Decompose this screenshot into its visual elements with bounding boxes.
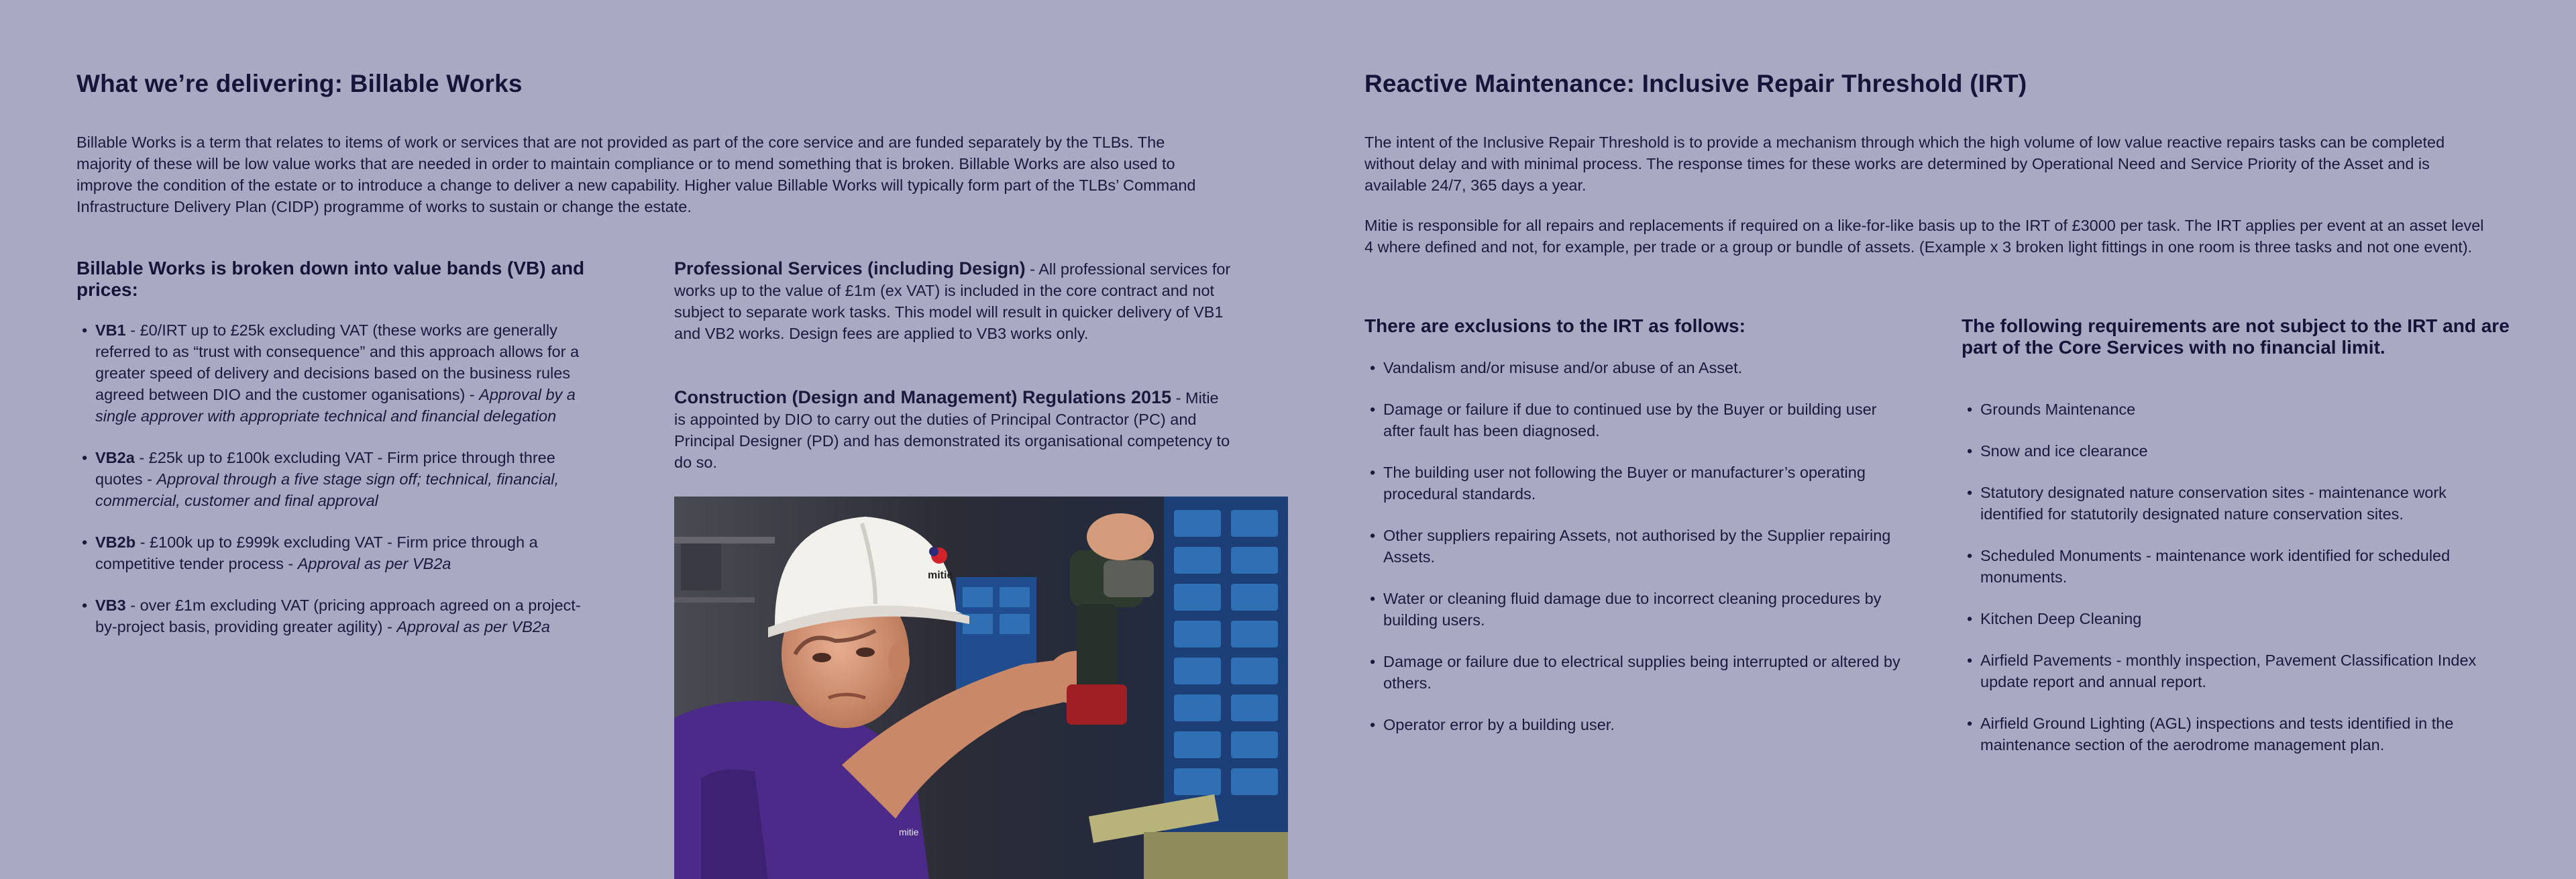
band-approval-note: Approval through a five stage sign off; technical, financial, commercial, customer and final approval xyxy=(95,470,559,509)
band-text: - £0/IRT up to £25k excluding VAT (these works are generally referred to as “trust with consequence” and this approach allows for a greater speed of delivery and decisions based on the business rules agreed between DIO and the customer oganisations) - xyxy=(95,321,580,403)
band-code: VB1 xyxy=(95,321,126,339)
list-item: • Scheduled Monuments - maintenance work identified for scheduled monuments. xyxy=(1962,545,2491,588)
exclusions-heading: There are exclusions to the IRT as follows: xyxy=(1364,315,1746,336)
list-item: • Airfield Pavements - monthly inspection, Pavement Classification Index update report and annual report. xyxy=(1962,650,2491,692)
requirements-heading: The following requirements are not subject to the IRT and are part of the Core Services with no financial limit. xyxy=(1962,315,2510,358)
list-item: • Grounds Maintenance xyxy=(1962,399,2491,420)
band-text: - £25k up to £100k excluding VAT - Firm price through three quotes - xyxy=(95,449,555,488)
cdm-regulations-text: - Mitie is appointed by DIO to carry out the duties of Principal Contractor (PC) and Principal Designer (PD) and has demonstrated its organisational competency to do so. xyxy=(674,389,1230,471)
billable-works-intro: Billable Works is a term that relates to items of work or services that are not provided as part of the core service and are funded separately by the TLBs. The majority of these will be low value works that are needed in order to maintain compliance or to mend something that is broken. Billable Works are also used to improve the condition of the estate or to introduce a change to deliver a new capability. Higher value Billable Works will typically form part of the TLBs’ Command Infrastructure Delivery Plan (CIDP) programme of works to sustain or change the estate. xyxy=(76,134,1196,215)
list-item: • Water or cleaning fluid damage due to incorrect cleaning procedures by building users. xyxy=(1364,588,1901,631)
billable-works-title: What we’re delivering: Billable Works xyxy=(76,70,523,97)
list-item: • Snow and ice clearance xyxy=(1962,440,2491,462)
cdm-regulations-heading: Construction (Design and Management) Regulations 2015 xyxy=(674,387,1172,407)
irt-intro-2: Mitie is responsible for all repairs and replacements if required on a like-for-like basis up to the IRT of £3000 per task. The IRT applies per event at an asset level 4 where defined and not, for example, per trade or a group or bundle of assets. (Example x 3 broken light fittings in one room is three tasks and not one event). xyxy=(1364,217,2484,256)
band-text: - over £1m excluding VAT (pricing approach agreed on a project-by-project basis, providing greater agility) - xyxy=(95,597,581,635)
list-item: • Operator error by a building user. xyxy=(1364,714,1901,735)
exclusions-list xyxy=(1364,357,1901,756)
band-approval-note: Approval as per VB2a xyxy=(396,618,550,635)
worker-drilling-illustration xyxy=(674,497,1288,879)
value-bands-list xyxy=(76,319,593,658)
cdm-regulations-paragraph xyxy=(674,386,1231,473)
list-item: • Other suppliers repairing Assets, not authorised by the Supplier repairing Assets. xyxy=(1364,525,1901,568)
professional-services-heading: Professional Services (including Design) xyxy=(674,258,1026,278)
list-item xyxy=(76,531,593,574)
band-text: - £100k up to £999k excluding VAT - Firm price through a competitive tender process - xyxy=(95,533,538,572)
professional-services-text: - All professional services for works up to the value of £1m (ex VAT) is included in the core contract and not subject to separate work tasks. This model will result in quicker delivery of VB1 and VB2 works. Design fees are applied to VB3 works only. xyxy=(674,260,1231,342)
list-item xyxy=(76,447,593,511)
helmet-logo-text: mitie xyxy=(928,570,953,581)
irt-title: Reactive Maintenance: Inclusive Repair Threshold (IRT) xyxy=(1364,70,2027,97)
worker-photo xyxy=(674,497,1288,879)
band-approval-note: Approval as per VB2a xyxy=(297,555,451,572)
band-code: VB2a xyxy=(95,449,135,466)
band-code: VB3 xyxy=(95,597,126,614)
list-item: • Damage or failure due to electrical supplies being interrupted or altered by others. xyxy=(1364,651,1901,694)
list-item: • Statutory designated nature conservation sites - maintenance work identified for statutorily designated nature conservation sites. xyxy=(1962,482,2491,525)
shirt-logo-text: mitie xyxy=(899,827,919,837)
value-bands-heading: Billable Works is broken down into value bands (VB) and prices: xyxy=(76,258,585,300)
band-code: VB2b xyxy=(95,533,136,551)
list-item: • Kitchen Deep Cleaning xyxy=(1962,608,2491,629)
list-item: • Vandalism and/or misuse and/or abuse of an Asset. xyxy=(1364,357,1901,378)
professional-services-paragraph xyxy=(674,258,1231,344)
list-item xyxy=(76,594,593,637)
list-item: • The building user not following the Buyer or manufacturer’s operating procedural standards. xyxy=(1364,462,1901,505)
requirements-list xyxy=(1962,399,2491,776)
band-approval-note: Approval by a single approver with appropriate technical and financial delegation xyxy=(95,386,576,425)
list-item xyxy=(76,319,593,427)
list-item: • Damage or failure if due to continued use by the Buyer or building user after fault has been diagnosed. xyxy=(1364,399,1901,442)
list-item: • Airfield Ground Lighting (AGL) inspections and tests identified in the maintenance section of the aerodrome management plan. xyxy=(1962,713,2491,756)
irt-intro-1: The intent of the Inclusive Repair Threshold is to provide a mechanism through which the high volume of low value reactive repairs tasks can be completed without delay and with minimal process. The response times for these works are determined by Operational Need and Service Priority of the Asset and is available 24/7, 365 days a year. xyxy=(1364,134,2445,194)
